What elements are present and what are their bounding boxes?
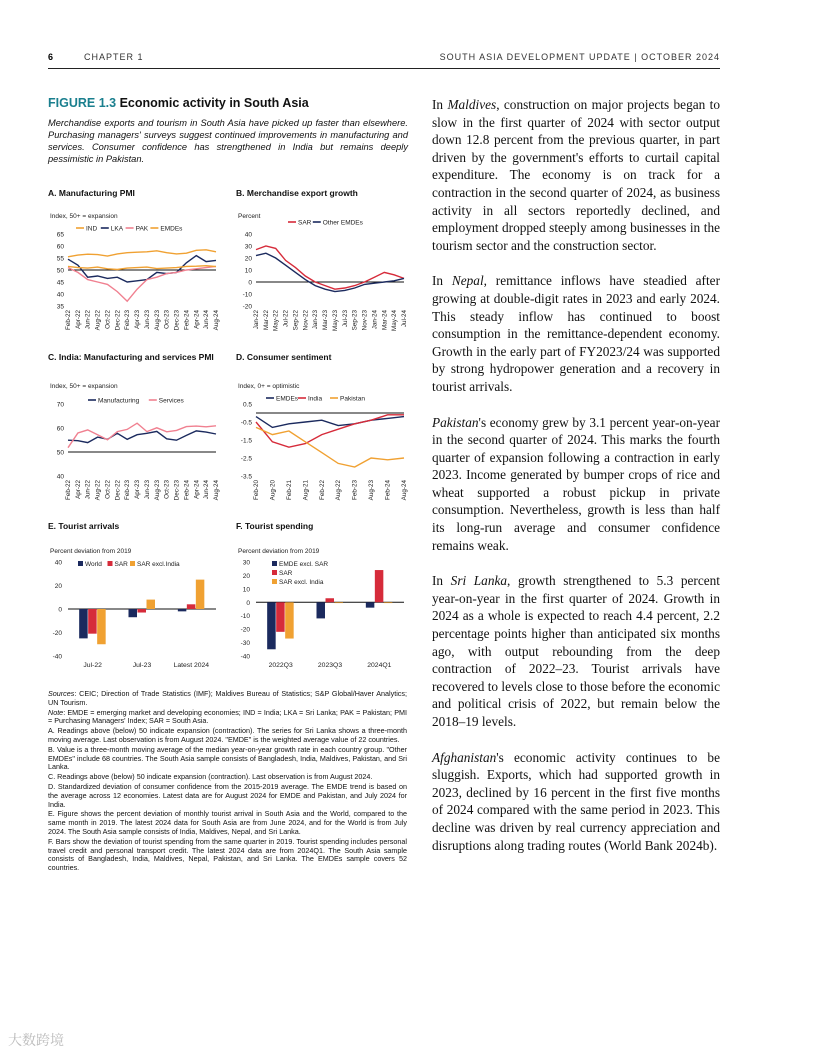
x-tick-label: Apr-22 bbox=[74, 310, 82, 329]
x-tick-label: Feb-23 bbox=[124, 480, 132, 500]
y-tick-label: 0 bbox=[248, 279, 252, 287]
y-axis-label: Percent deviation from 2019 bbox=[238, 548, 320, 555]
x-tick-label: 2022Q3 bbox=[268, 662, 293, 669]
series-line-other-emdes bbox=[256, 253, 404, 291]
x-tick-label: Feb-20 bbox=[253, 480, 260, 500]
chart-a-manufacturing-pmi bbox=[48, 206, 220, 340]
x-tick-label: Jul-23 bbox=[341, 310, 349, 328]
y-axis-label: Index, 50+ = expansion bbox=[50, 383, 118, 390]
x-tick-label: Aug-21 bbox=[302, 480, 310, 501]
x-tick-label: Mar-22 bbox=[262, 310, 270, 330]
legend-label: SAR bbox=[114, 561, 128, 568]
y-tick-label: -40 bbox=[240, 653, 250, 661]
y-tick-label: 55 bbox=[56, 255, 64, 263]
legend-label: Manufacturing bbox=[98, 397, 140, 405]
y-tick-label: -20 bbox=[52, 630, 62, 637]
y-tick-label: 0.5 bbox=[242, 401, 252, 409]
y-tick-label: 0 bbox=[246, 599, 250, 607]
series-line-emdes bbox=[256, 417, 404, 428]
y-tick-label: 20 bbox=[242, 572, 250, 580]
x-tick-label: Apr-24 bbox=[193, 480, 201, 499]
x-tick-label: Apr-24 bbox=[193, 310, 201, 329]
y-tick-label: -30 bbox=[240, 640, 250, 648]
chart-b-export-growth bbox=[236, 206, 408, 340]
x-tick-label: Apr-22 bbox=[74, 480, 82, 499]
x-tick-label: Jun-23 bbox=[143, 480, 151, 500]
x-tick-label: Feb-24 bbox=[183, 480, 191, 500]
panel-e-title: E. Tourist arrivals bbox=[48, 521, 120, 531]
legend-label: SAR bbox=[298, 219, 312, 227]
x-tick-label: Nov-23 bbox=[361, 310, 369, 331]
bar-emde-excl-sar bbox=[317, 602, 326, 618]
x-tick-label: Feb-23 bbox=[351, 480, 359, 500]
x-tick-label: Aug-24 bbox=[213, 310, 220, 331]
x-tick-label: Jan-24 bbox=[371, 310, 379, 330]
x-tick-label: Aug-23 bbox=[368, 480, 376, 501]
y-tick-label: 35 bbox=[56, 303, 64, 311]
figure-notes bbox=[48, 690, 407, 874]
notes-d: D. Standardized deviation of consumer confidence from the 2015-2019 average. The EMDE trend is based on the average across 12 economies. Latest data are for August 2024 for EMDE and Pakistan, and July 2024 for India. bbox=[48, 781, 407, 809]
y-tick-label: -10 bbox=[240, 613, 250, 621]
y-tick-label: 30 bbox=[244, 243, 252, 251]
x-tick-label: Aug-23 bbox=[153, 310, 161, 331]
bar-sar bbox=[326, 598, 335, 602]
legend-label: IND bbox=[86, 225, 98, 233]
x-tick-label: Feb-22 bbox=[65, 480, 72, 500]
x-tick-label: 2023Q3 bbox=[317, 662, 343, 669]
y-tick-label: 40 bbox=[56, 473, 64, 481]
y-axis-label: Percent bbox=[238, 213, 261, 220]
x-tick-label: Feb-22 bbox=[65, 310, 72, 330]
y-tick-label: 50 bbox=[56, 267, 64, 275]
bar-sar bbox=[187, 604, 196, 609]
series-line-services bbox=[68, 423, 216, 448]
y-tick-label: -20 bbox=[242, 303, 252, 311]
notes-note: Note: EMDE = emerging market and developing economies; IND = India; LKA = Sri Lanka; PAK = Pakistan; PMI = Purchasing Managers' Index; SAR = South Asia. bbox=[48, 707, 407, 726]
x-tick-label: Jul-22 bbox=[282, 310, 290, 328]
panel-b-title: B. Merchandise export growth bbox=[236, 188, 358, 198]
legend-label: World bbox=[85, 561, 102, 568]
x-tick-label: Feb-24 bbox=[384, 480, 392, 500]
x-tick-label: Aug-22 bbox=[94, 480, 102, 501]
y-tick-label: -2.5 bbox=[240, 455, 252, 463]
legend-label: Services bbox=[158, 397, 184, 405]
chapter-label: CHAPTER 1 bbox=[84, 52, 144, 62]
bar-sar bbox=[138, 609, 147, 613]
legend-swatch bbox=[272, 561, 277, 566]
bar-world bbox=[79, 609, 88, 638]
legend-label: SAR excl.India bbox=[137, 561, 180, 568]
legend-label: EMDEs bbox=[160, 225, 183, 233]
x-tick-label: May-22 bbox=[272, 310, 280, 331]
series-line-manufacturing bbox=[68, 431, 216, 443]
x-tick-label: Oct-22 bbox=[104, 310, 112, 329]
y-tick-label: 40 bbox=[244, 231, 252, 239]
chart-c-india-pmi bbox=[48, 376, 220, 510]
bar-emde-excl-sar bbox=[267, 602, 276, 649]
figure-title-text: Economic activity in South Asia bbox=[119, 96, 309, 110]
x-tick-label: Feb-24 bbox=[183, 310, 191, 330]
panel-a-title: A. Manufacturing PMI bbox=[48, 188, 135, 198]
bar-sar-excl-india bbox=[384, 602, 393, 603]
y-tick-label: 40 bbox=[56, 291, 64, 299]
x-tick-label: Jun-22 bbox=[84, 310, 92, 330]
x-tick-label: Mar-24 bbox=[381, 310, 389, 330]
y-tick-label: 60 bbox=[56, 425, 64, 433]
legend-label: Pakistan bbox=[340, 395, 365, 403]
y-tick-label: 20 bbox=[244, 255, 252, 263]
x-tick-label: Jan-23 bbox=[312, 310, 320, 330]
series-line-pak bbox=[68, 266, 216, 301]
page-header bbox=[48, 52, 720, 66]
chart-e-tourist-arrivals bbox=[48, 544, 220, 676]
x-tick-label: Jun-23 bbox=[143, 310, 151, 330]
y-axis-label: Index, 50+ = expansion bbox=[50, 213, 118, 220]
y-tick-label: 10 bbox=[242, 586, 250, 594]
notes-f: F. Bars show the deviation of tourist spending from the same quarter in 2019. Tourist spending includes personal travel credit and personal transport credit. The latest 2024 data are from 2024Q1. The South Asia sample consists of Bangladesh, India, Maldives, Nepal, Pakistan, and Sri Lanka. The EMDEs sample covers 52 countries. bbox=[48, 836, 407, 873]
x-tick-label: Aug-23 bbox=[153, 480, 161, 501]
x-tick-label: Jul-24 bbox=[401, 310, 408, 328]
y-tick-label: -1.5 bbox=[240, 437, 252, 445]
chart-d-consumer-sentiment bbox=[236, 376, 408, 510]
figure-title bbox=[48, 96, 408, 110]
legend-swatch bbox=[272, 579, 277, 584]
x-tick-label: Aug-24 bbox=[213, 480, 220, 501]
y-axis-label: Percent deviation from 2019 bbox=[50, 548, 132, 555]
panel-d-title: D. Consumer sentiment bbox=[236, 352, 332, 362]
page-number: 6 bbox=[48, 52, 55, 62]
x-tick-label: Feb-22 bbox=[318, 480, 326, 500]
x-tick-label: Feb-21 bbox=[285, 480, 293, 500]
paragraph-pakistan: Pakistan's economy grew by 3.1 percent year-on-year in the second quarter of 2024. This marks the fourth quarter of expansion following a contraction in early 2023. Income generated by bumper crops of rice and wheat supported a robust pickup in private consumption. Nevertheless, growth is less than half its long-run average and consumer confidence remains weak. bbox=[432, 414, 720, 553]
bar-sar bbox=[88, 609, 97, 634]
bar-sar-excl-india bbox=[147, 600, 156, 609]
x-tick-label: Jan-22 bbox=[253, 310, 260, 330]
notes-b: B. Value is a three-month moving average of the median year-on-year growth rate in each country group. "Other EMDEs" include 68 countries. The South Asia sample consists of Bangladesh, India, Maldives, Pakistan, and Sri Lanka. bbox=[48, 744, 407, 772]
legend-label: EMDE excl. SAR bbox=[279, 561, 329, 568]
x-tick-label: Jun-22 bbox=[84, 480, 92, 500]
legend-label: EMDEs bbox=[276, 395, 299, 403]
bar-world bbox=[178, 609, 187, 611]
y-tick-label: 30 bbox=[242, 559, 250, 567]
bar-world bbox=[129, 609, 138, 617]
paragraph-afghanistan: Afghanistan's economic activity continues to be sluggish. Exports, which had supported growth in 2023, declined by 16 percent in the first five months of 2024 compared with the same period in 2023. This decline was driven by real currency appreciation and disruptions along trading routes (World Bank 2024b). bbox=[432, 749, 720, 853]
y-tick-label: 65 bbox=[56, 231, 64, 239]
x-tick-label: Oct-23 bbox=[163, 480, 171, 499]
legend-swatch bbox=[130, 561, 135, 566]
bar-sar bbox=[375, 570, 384, 602]
x-tick-label: Sep-22 bbox=[292, 310, 300, 331]
legend-label: India bbox=[308, 395, 323, 403]
x-tick-label: 2024Q1 bbox=[367, 662, 392, 669]
series-line-ind bbox=[68, 250, 216, 257]
bar-sar bbox=[276, 602, 285, 632]
header-rule bbox=[48, 68, 720, 69]
legend-swatch bbox=[272, 570, 277, 575]
legend-label: SAR excl. India bbox=[279, 579, 324, 586]
x-tick-label: Apr-23 bbox=[134, 480, 142, 499]
legend-label: SAR bbox=[279, 570, 293, 577]
y-tick-label: 60 bbox=[56, 243, 64, 251]
x-tick-label: Oct-22 bbox=[104, 480, 112, 499]
paragraph-sri-lanka: In Sri Lanka, growth strengthened to 5.3 percent year-on-year in the first quarter of 2024. Growth in 2024 as a whole is expected to reach 4.4 percent, 2.2 percentage points higher than anticipated six months ago, with output rebounding from the deep contraction of 2022–23. Tourist arrivals have recovered to levels close to those before the economic and political crisis of 2022, but remain below the 2018–19 levels. bbox=[432, 573, 720, 729]
notes-e: E. Figure shows the percent deviation of monthly tourist arrival in South Asia and the World, compared to the same month in 2019. The latest 2024 data for South Asia are from June 2024, and for the World is from July 2024. The South Asia sample consists of India, Maldives, Nepal, and Sri Lanka. bbox=[48, 809, 407, 836]
legend-label: Other EMDEs bbox=[322, 219, 363, 227]
figure-subtitle: Merchandise exports and tourism in South Asia have picked up faster than elsewhere. Purchasing managers' surveys suggest continued improvements in manufacturing and services. Consumer confidence has strengthened in India but remains deeply pessimistic in Pakistan. bbox=[48, 118, 408, 164]
y-tick-label: -40 bbox=[52, 653, 62, 661]
x-tick-label: May-23 bbox=[331, 310, 339, 331]
x-tick-label: Aug-22 bbox=[335, 480, 343, 501]
y-tick-label: 10 bbox=[244, 267, 252, 275]
bar-sar-excl-india bbox=[196, 580, 205, 609]
x-tick-label: Aug-22 bbox=[94, 310, 102, 331]
panel-c-title: C. India: Manufacturing and services PMI bbox=[48, 352, 214, 362]
x-tick-label: Sep-23 bbox=[351, 310, 359, 331]
paragraph-nepal: In Nepal, remittance inflows have steadied after growing at double-digit rates in 2023 and early 2024. This steady inflow has continued to boost consumption in the remittance-dependent economy. Growth in the early part of FY2023/24 was supported by strong hydropower generation and a recovery in tourist arrivals. bbox=[432, 273, 721, 394]
chart-f-tourist-spending bbox=[236, 544, 408, 676]
y-tick-label: 40 bbox=[54, 559, 62, 567]
bar-sar-excl-india bbox=[335, 602, 344, 603]
series-line-pakistan bbox=[256, 427, 404, 467]
x-tick-label: Apr-23 bbox=[134, 310, 142, 329]
y-tick-label: -3.5 bbox=[240, 473, 252, 481]
legend-label: PAK bbox=[135, 225, 149, 233]
legend-swatch bbox=[78, 561, 83, 566]
y-axis-label: Index, 0+ = optimistic bbox=[238, 383, 300, 390]
x-tick-label: Nov-22 bbox=[302, 310, 310, 331]
notes-a: A. Readings above (below) 50 indicate expansion (contraction). The series for Sri Lanka shows a three-month moving average. Last observation is from August 2024. "EMDE" is the weighted average value of 22 countries. bbox=[48, 726, 407, 744]
x-tick-label: Dec-23 bbox=[173, 310, 181, 331]
x-tick-label: Mar-23 bbox=[322, 310, 330, 330]
x-tick-label: Jun-24 bbox=[203, 480, 211, 500]
bar-sar-excl-india bbox=[285, 602, 294, 638]
bar-emde-excl-sar bbox=[366, 602, 375, 607]
x-tick-label: Dec-22 bbox=[114, 480, 122, 501]
x-tick-label: Dec-23 bbox=[173, 480, 181, 501]
x-tick-label: Aug-20 bbox=[269, 480, 277, 501]
bar-sar-excl-india bbox=[97, 609, 106, 644]
y-tick-label: -10 bbox=[242, 291, 252, 299]
x-tick-label: Jul-23 bbox=[132, 662, 152, 669]
x-tick-label: Latest 2024 bbox=[173, 662, 210, 669]
notes-sources: Sources: CEIC; Direction of Trade Statistics (IMF); Maldives Bureau of Statistics; S&P Global/Haver Analytics; UN Tourism. bbox=[48, 689, 407, 707]
x-tick-label: Oct-23 bbox=[163, 310, 171, 329]
y-tick-label: 20 bbox=[54, 583, 62, 590]
report-title: SOUTH ASIA DEVELOPMENT UPDATE | OCTOBER 2024 bbox=[439, 52, 720, 62]
y-tick-label: 50 bbox=[56, 449, 64, 457]
body-text bbox=[432, 96, 720, 872]
figure-block bbox=[48, 96, 408, 165]
notes-c: C. Readings above (below) 50 indicate expansion (contraction). Last observation is from August 2024. bbox=[48, 772, 373, 782]
x-tick-label: Dec-22 bbox=[114, 310, 122, 331]
y-tick-label: 45 bbox=[56, 279, 64, 287]
y-tick-label: 70 bbox=[56, 401, 64, 409]
legend-swatch bbox=[108, 561, 113, 566]
x-tick-label: Jul-22 bbox=[83, 662, 102, 669]
y-tick-label: -20 bbox=[240, 626, 250, 634]
y-tick-label: -0.5 bbox=[240, 419, 252, 427]
panel-f-title: F. Tourist spending bbox=[236, 521, 314, 531]
x-tick-label: Jun-24 bbox=[203, 310, 211, 330]
x-tick-label: Aug-24 bbox=[401, 480, 408, 501]
x-tick-label: Feb-23 bbox=[124, 310, 132, 330]
figure-number: FIGURE 1.3 bbox=[48, 96, 117, 110]
paragraph-maldives: In Maldives, construction on major projects began to slow in the first quarter of 2024 with sector output down 12.8 percent from the previous quarter, in part driven by the government's efforts to curtail capital expenditure. The economy is on track for a contraction in the second quarter of 2024, as business activity in all sectors reportedly declined, and employment dropped steeply among businesses in the tourism sector and the construction sector. bbox=[432, 97, 720, 253]
y-tick-label: 0 bbox=[58, 606, 62, 614]
x-tick-label: May-24 bbox=[391, 310, 399, 331]
legend-label: LKA bbox=[110, 225, 124, 233]
watermark-logo: 大数跨境 bbox=[8, 1032, 64, 1048]
